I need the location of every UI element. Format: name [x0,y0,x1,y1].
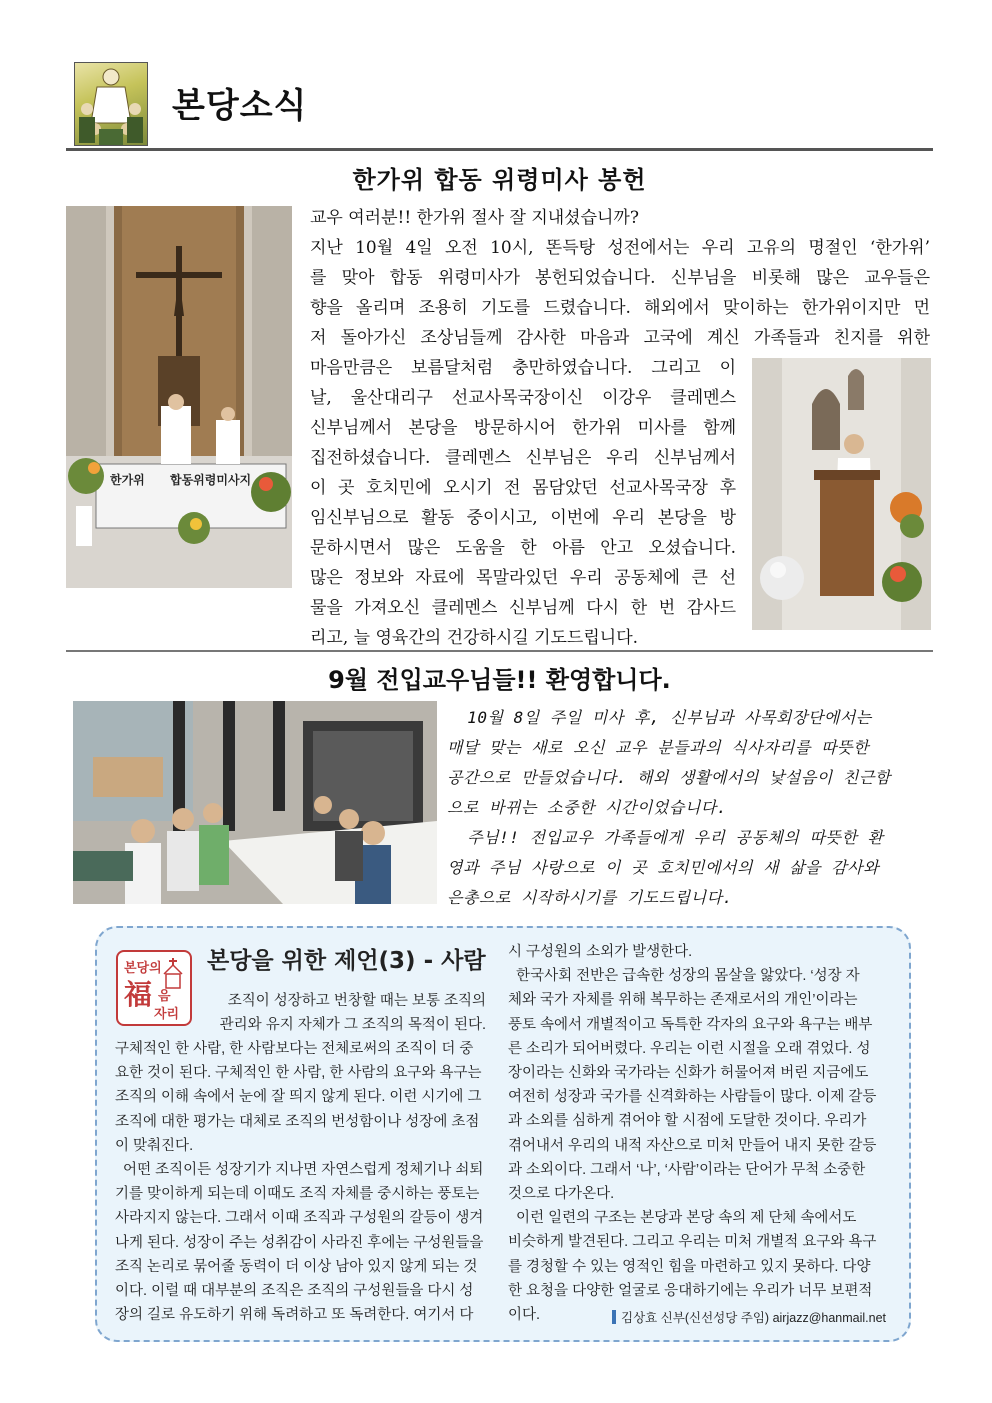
logo-text: 자리 [154,1007,180,1022]
article1-line: 많은 정보와 자료에 목말라있던 우리 공동체에 큰 선 [310,568,736,588]
article2-line: 주님!! 전입교우 가족들에게 우리 공동체의 따뜻한 환 [447,828,884,847]
article1-line: 리고, 늘 영육간의 건강하시길 기도드립니다. [310,628,639,648]
column-line: 이다. [508,1307,541,1324]
logo-text: 福 [124,978,153,1011]
article1-line: 저 돌아가신 조상님들께 감사한 마음과 고국에 계신 가족들과 친지를 위한 [310,328,930,348]
article2-title: 9월 전입교우님들!! 환영합니다. [328,666,671,694]
mass-altar-photo [66,206,292,588]
page-title: 본당소식 [172,86,308,126]
column-line: 과 소외를 심하게 겪어야 할 시점에 도달한 것이다. 우리가 [508,1113,867,1130]
column-line: 조직에 대한 평가는 대체로 조직의 번성함이나 성장에 초점 [115,1113,480,1130]
logo-text: 음 [158,989,171,1004]
column-left-body [115,1037,486,1327]
jesus-illustration-icon [75,63,147,145]
article1-line: 를 맞아 합동 위령미사가 봉헌되었습니다. 신부님을 비롯해 많은 교우들은 [310,268,930,288]
column-line: 이다. 이럴 때 대부분의 조직은 조직의 구성원들을 다시 성 [115,1283,474,1300]
column-line: 한국사회 전반은 급속한 성장의 몸살을 앓았다. ‘성장 자 [508,968,860,985]
article1-line: 문하시면서 많은 도움을 한 아름 안고 오셨습니다. [310,538,736,558]
article2-line: 영과 주님 사랑으로 이 곳 호치민에서의 새 삶을 감사와 [447,858,880,877]
column-line: 한 요청을 다양한 얼굴로 응대하기에는 우리가 너무 보편적 [508,1282,873,1299]
church-icon [164,958,182,988]
column-line: 시 구성원의 소외가 발생한다. [508,944,693,960]
logo-text: 본당의 [124,961,162,976]
article1-line: 임신부님으로 활동 중이시고, 이번에 우리 본당을 방 [310,508,736,528]
article1-line: 신부님께서 본당을 방문하시어 한가위 미사를 함께 [310,418,736,438]
column-line: 사라지지 않는다. 그래서 이때 조직과 구성원의 갈등이 생겨 [115,1210,484,1227]
article1-body-narrow [310,353,736,653]
column-line: 나게 된다. 성장이 주는 성취감이 사라진 후에는 구성원들을 [115,1234,484,1251]
article1-line: 지난 10월 4일 오전 10시, 똔득탕 성전에서는 우리 고유의 명절인 ‘한가위’ [310,238,930,258]
byline-text: 김상효 신부(신선성당 주임) airjazz@hanmail.net [621,1311,887,1325]
banner-right-text: 합동위령미사지 [170,473,252,487]
column-line: 조직의 이해 속에서 눈에 잘 띄지 않게 된다. 이런 시기에 그 [115,1089,482,1106]
column-line: 여전히 성장과 국가를 신격화하는 사람들이 많다. 이제 갈등 [508,1089,877,1106]
article2-body [447,703,927,913]
column-line: 이 맞춰진다. [115,1137,194,1154]
article1-line: 물을 가져오신 클레멘스 신부님께 다시 한 번 감사드 [310,598,736,618]
article1-line: 이 곳 호치민에 오시기 전 몸담았던 선교사목국장 후 [310,478,736,498]
column-line: 요한 것이 된다. 구체적인 한 사람, 한 사람의 요구와 욕구는 [115,1065,482,1082]
column-left-indented [204,989,486,1037]
column-line: 풍토 속에서 개별적이고 독특한 각자의 요구와 욕구는 배부 [508,1016,873,1033]
column-line: 체와 국가 자체를 위해 복무하는 존재로서의 개인’이라는 [508,992,858,1009]
column-line: 관리와 유지 자체가 그 조직의 목적이 된다. [219,1017,486,1034]
banner-left-text: 한가위 [110,473,145,487]
article2-line: 공간으로 만들었습니다. 해외 생활에서의 낯설음이 친근함 [447,768,891,787]
article2-line: 으로 바뀌는 소중한 시간이었습니다. [447,798,727,817]
column-line: 른 소리가 되어버렸다. 우리는 이런 시절을 오래 겪었다. 성 [508,1040,871,1057]
column-line: 조직 논리로 묶어줄 동력이 더 이상 남아 있지 않게 되는 것 [115,1258,478,1275]
column-line: 과 소외이다. 그래서 ‘나’, ‘사람’이라는 단어가 무척 소중한 [508,1161,866,1178]
article1-line: 마음만큼은 보름달처럼 충만하였습니다. 그리고 이 [310,358,736,378]
article1-line: 교우 여러분!! 한가위 절사 잘 지내셨습니까? [310,208,639,228]
priest-at-lectern-photo [752,358,931,630]
header-divider [66,148,933,151]
column-line: 이런 일련의 구조는 본당과 본당 속의 제 단체 속에서도 [508,1210,857,1227]
article2-line: 은총으로 시작하시기를 기도드립니다. [447,888,733,907]
column-line: 비슷하게 발견된다. 그리고 우리는 미처 개별적 요구와 욕구 [508,1234,877,1251]
column-logo [116,950,192,1026]
author-byline [612,1308,886,1326]
column-line: 기를 맞이하게 되는데 이때도 조직 자체를 중시하는 풍토는 [115,1186,480,1203]
column-line: 를 경청할 수 있는 영적인 힘을 마련하고 있지 못하다. 다양 [508,1258,871,1275]
article1-title: 한가위 합동 위령미사 봉헌 [352,166,647,194]
column-right-body [508,940,887,1327]
article1-body-wide [310,203,930,353]
article2-line: 매달 맞는 새로 오신 교우 분들과의 식사자리를 따뜻한 [447,738,869,757]
column-line: 장이라는 신화와 국가라는 신화가 허물어져 버린 지금에도 [508,1065,869,1082]
parish-logo [74,62,148,146]
byline-marker-icon [612,1310,616,1324]
article1-line: 날, 울산대리구 선교사목국장이신 이강우 클레멘스 [310,388,736,408]
column-line: 어떤 조직이든 성장기가 지나면 자연스럽게 정체기나 쇠퇴 [115,1162,484,1179]
column-line: 장의 길로 유도하기 위해 독려하고 또 독려한다. 여기서 다 [115,1307,474,1324]
column-line: 것으로 다가온다. [508,1186,615,1203]
article2-line: 10월 8일 주일 미사 후, 신부님과 사목회장단에서는 [447,708,872,727]
article1-line: 집전하셨습니다. 클레멘스 신부님은 우리 신부님께서 [310,448,736,468]
column-line: 구체적인 한 사람, 한 사람보다는 전체로써의 조직이 더 중 [115,1041,474,1057]
column-title: 본당을 위한 제언(3) - 사람 [207,948,486,974]
column-line: 겪어내서 우리의 내적 자산으로 미처 만들어 내지 못한 갈등 [508,1137,877,1154]
welcome-lunch-photo [73,701,437,904]
column-line: 조직이 성장하고 번창할 때는 보통 조직의 [227,993,486,1009]
section-divider [66,650,933,652]
article1-line: 향을 올리며 조용히 기도를 드렸습니다. 해외에서 맞이하는 한가위이지만 먼 [310,298,930,318]
